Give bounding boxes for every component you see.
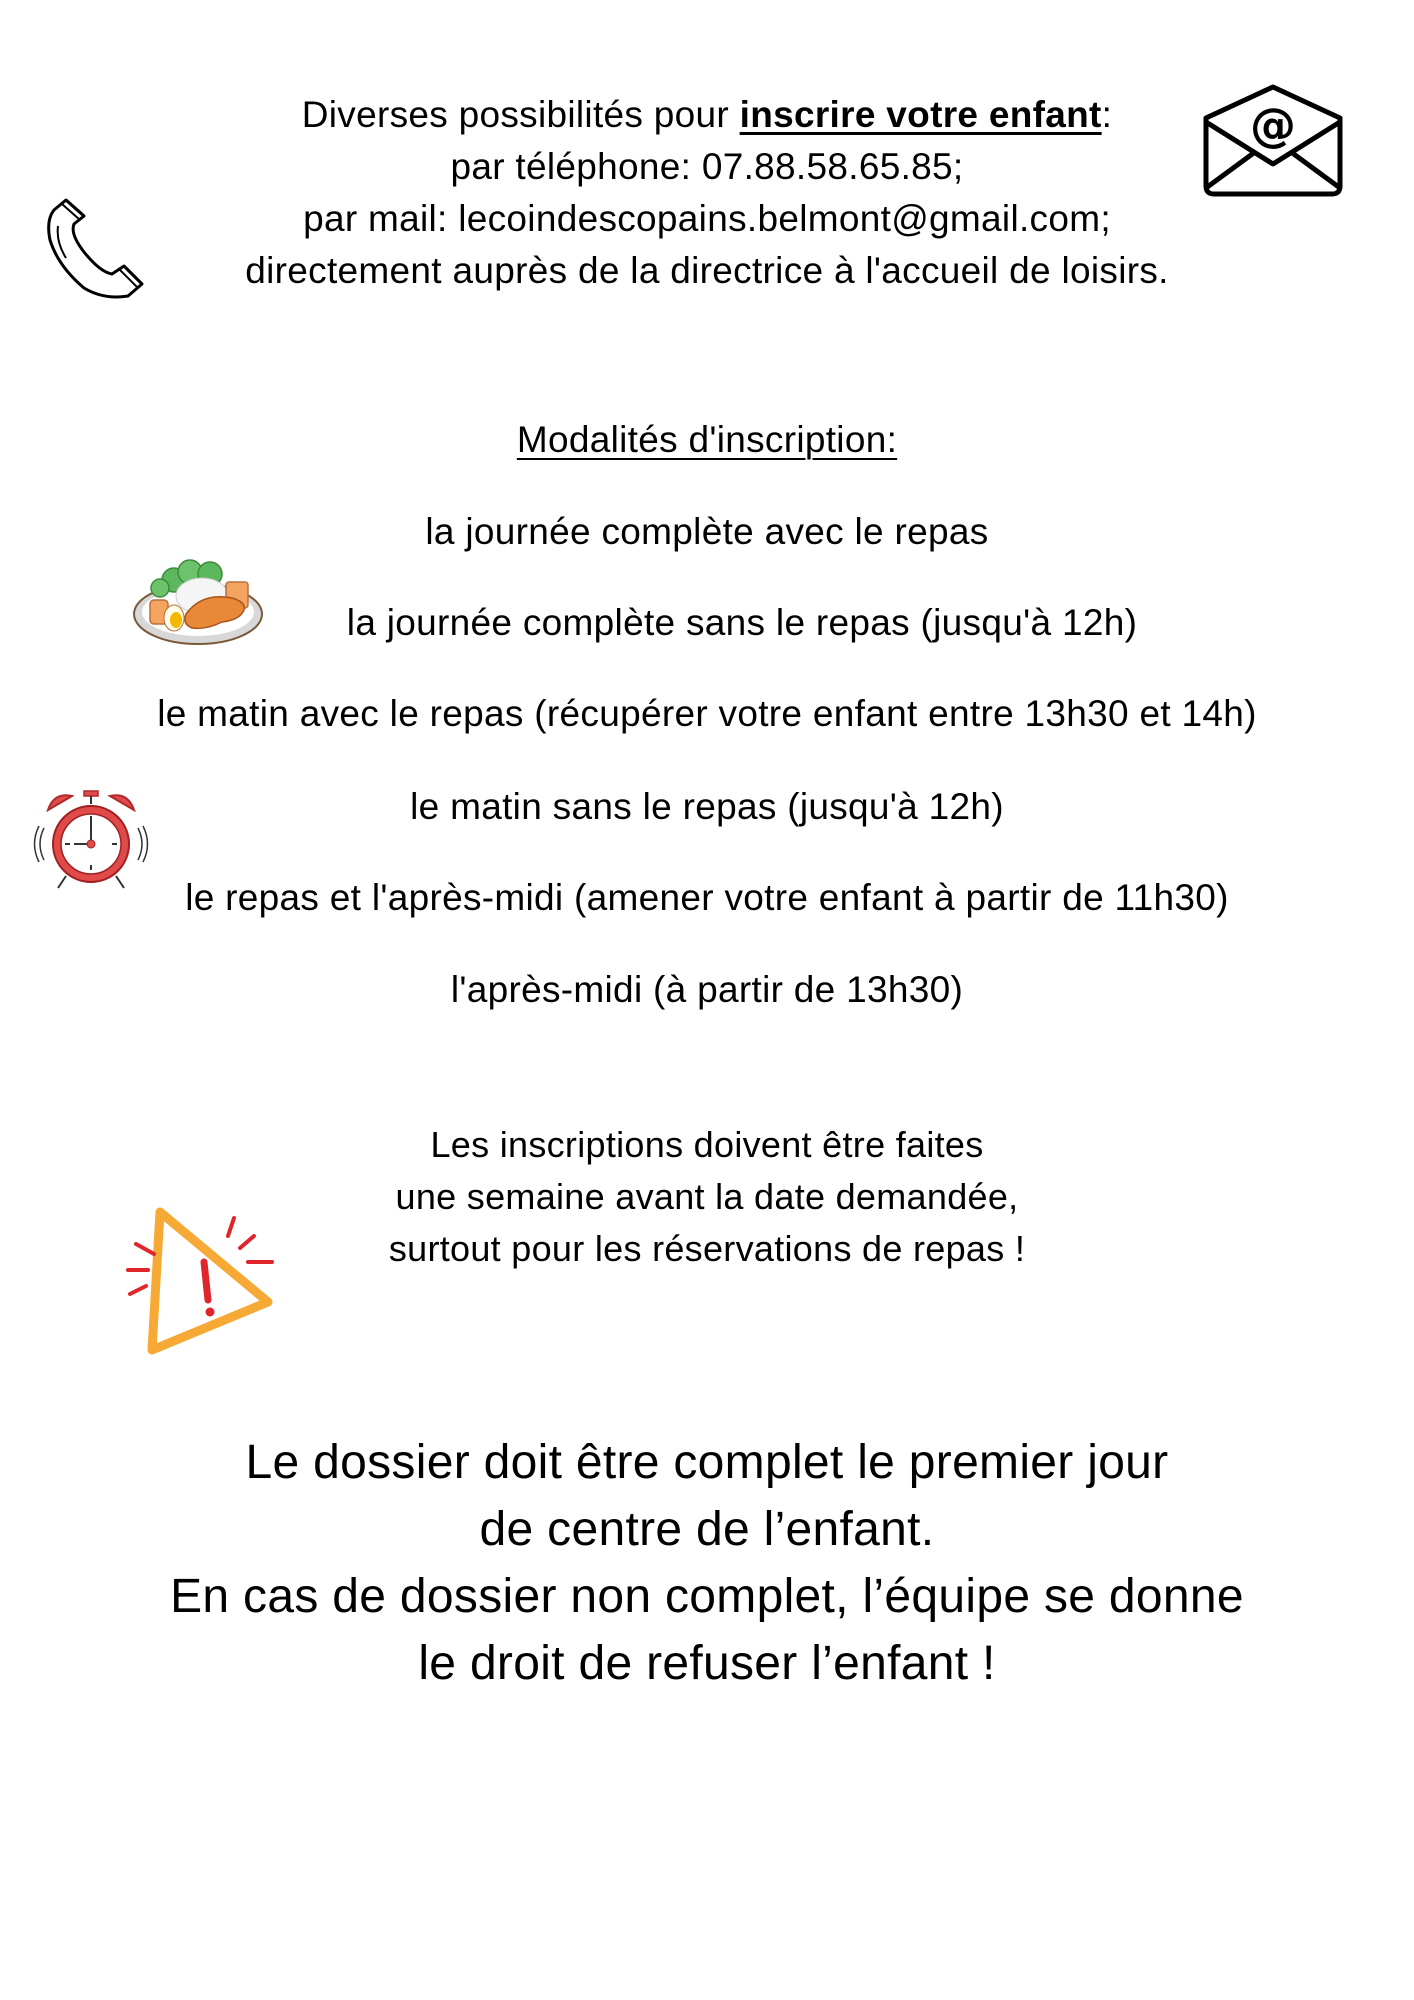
list-item: le matin avec le repas (récupérer votre enfant entre 13h30 et 14h)	[157, 693, 1257, 734]
alarm-clock-icon	[30, 788, 152, 896]
warning-triangle-icon	[122, 1200, 278, 1358]
phone-handset-icon	[44, 196, 146, 300]
list-item: le repas et l'après-midi (amener votre enfant à partir de 11h30)	[185, 877, 1229, 918]
contact-intro-suffix: :	[1101, 94, 1113, 135]
dossier-line: En cas de dossier non complet, l’équipe se donne	[170, 1570, 1244, 1623]
warning-line: une semaine avant la date demandée,	[395, 1176, 1019, 1217]
list-item: l'après-midi (à partir de 13h30)	[450, 969, 964, 1010]
warning-line: surtout pour les réservations de repas !	[388, 1228, 1026, 1269]
modalities-heading-text: Modalités d'inscription:	[516, 419, 898, 460]
warning-line: Les inscriptions doivent être faites	[430, 1124, 984, 1165]
contact-mail: par mail: lecoindescopains.belmont@gmail.com;	[303, 198, 1111, 239]
dossier-line: Le dossier doit être complet le premier jour	[245, 1436, 1169, 1489]
modalities-heading	[0, 421, 1414, 458]
list-item: la journée complète avec le repas	[425, 511, 989, 552]
contact-intro-emphasis: inscrire votre enfant	[739, 94, 1102, 135]
contact-direct: directement auprès de la directrice à l'accueil de loisirs.	[245, 250, 1169, 291]
list-item: le matin sans le repas (jusqu'à 12h)	[410, 786, 1004, 827]
meal-plate-icon	[132, 558, 268, 648]
dossier-line: de centre de l’enfant.	[479, 1503, 935, 1556]
contact-phone: par téléphone: 07.88.58.65.85;	[450, 146, 964, 187]
contact-intro-prefix: Diverses possibilités pour	[301, 94, 740, 135]
svg-text:@: @	[1250, 98, 1296, 152]
dossier-line: le droit de refuser l’enfant !	[418, 1637, 996, 1690]
list-item: la journée complète sans le repas (jusqu'à 12h)	[346, 602, 1138, 643]
envelope-at-icon	[1200, 84, 1346, 198]
